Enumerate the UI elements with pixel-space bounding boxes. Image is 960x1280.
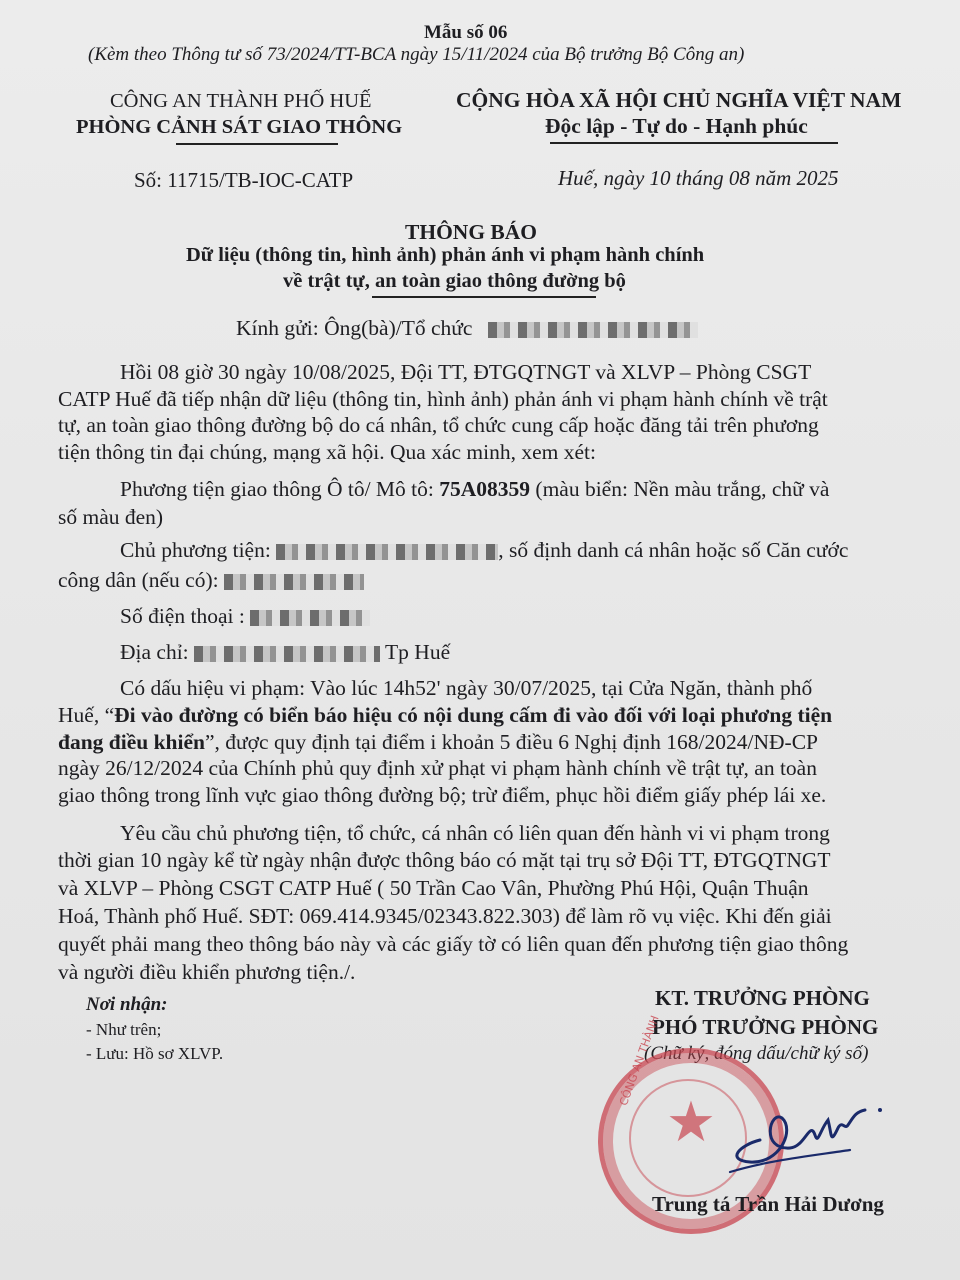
paragraph-1-line-1: Hồi 08 giờ 30 ngày 10/08/2025, Đội TT, ĐTGQTNGT và XLVP – Phòng CSGT	[120, 360, 812, 384]
agency-name: PHÒNG CẢNH SÁT GIAO THÔNG	[76, 116, 403, 138]
paragraph-1-line-3: tự, an toàn giao thông đường bộ do cá nhân, tổ chức cung cấp hoặc đăng tải trên phương	[58, 413, 819, 437]
recipient-item-2: - Lưu: Hồ sơ XLVP.	[86, 1044, 224, 1063]
phone-line	[120, 604, 370, 629]
request-line-6: và người điều khiển phương tiện./.	[58, 960, 356, 984]
redacted-address	[194, 646, 380, 662]
sign-title-1: KT. TRƯỞNG PHÒNG	[655, 986, 870, 1010]
redacted-recipient	[488, 322, 698, 338]
redacted-owner-name	[276, 544, 498, 560]
form-reference: (Kèm theo Thông tư số 73/2024/TT-BCA ngày 15/11/2024 của Bộ trưởng Bộ Công an)	[88, 44, 745, 65]
address-city: Tp Huế	[385, 640, 451, 664]
vehicle-line-2: số màu đen)	[58, 505, 164, 529]
address-line	[120, 640, 450, 665]
request-line-1: Yêu cầu chủ phương tiện, tổ chức, cá nhân có liên quan đến hành vi vi phạm trong	[120, 821, 830, 845]
license-plate: 75A08359	[439, 477, 531, 501]
address-label: Địa chỉ:	[120, 640, 189, 664]
star-icon: ★	[665, 1092, 717, 1154]
subtitle-underline	[372, 296, 596, 298]
vehicle-line	[120, 477, 829, 502]
request-line-2: thời gian 10 ngày kể từ ngày nhận được thông báo có mặt tại trụ sở Đội TT, ĐTGQTNGT	[58, 848, 831, 872]
paragraph-1-line-4: tiện thông tin đại chúng, mạng xã hội. Qua xác minh, xem xét:	[58, 440, 596, 464]
agency-underline	[176, 143, 338, 145]
recipient-line	[236, 316, 698, 341]
agency-parent: CÔNG AN THÀNH PHỐ HUẾ	[110, 90, 372, 112]
form-number: Mẫu số 06	[424, 22, 508, 43]
notice-subtitle-1: Dữ liệu (thông tin, hình ảnh) phản ánh vi phạm hành chính	[186, 244, 705, 266]
request-line-5: quyết phải mang theo thông báo này và các giấy tờ có liên quan đến phương tiện giao thông	[58, 932, 849, 956]
citizen-id-label: công dân (nếu có):	[58, 568, 219, 592]
phone-label: Số điện thoại :	[120, 604, 245, 628]
handwritten-signature	[720, 1090, 900, 1180]
violation-line-1: Có dấu hiệu vi phạm: Vào lúc 14h52' ngày 30/07/2025, tại Cửa Ngăn, thành phố	[120, 676, 813, 700]
national-motto: Độc lập - Tự do - Hạnh phúc	[545, 114, 808, 138]
violation-line-3	[58, 730, 818, 755]
sign-note: (Chữ ký, đóng dấu/chữ ký số)	[644, 1043, 869, 1064]
violation-regulation: ”, được quy định tại điểm i khoản 5 điều 6 Nghị định 168/2024/NĐ-CP	[204, 730, 819, 754]
violation-line-5: giao thông trong lĩnh vực giao thông đường bộ; trừ điểm, phục hồi điểm giấy phép lái xe.	[58, 783, 827, 807]
paragraph-1-line-2: CATP Huế đã tiếp nhận dữ liệu (thông tin, hình ảnh) phản ánh vi phạm hành chính về trật	[58, 387, 828, 411]
recipient-label: Kính gửi: Ông(bà)/Tổ chức	[236, 316, 473, 340]
country-name: CỘNG HÒA XÃ HỘI CHỦ NGHĨA VIỆT NAM	[456, 88, 902, 112]
citizen-id-line	[58, 568, 364, 593]
request-line-3: và XLVP – Phòng CSGT CATP Huế ( 50 Trần Cao Vân, Phường Phú Hội, Quận Thuận	[58, 876, 809, 900]
owner-line	[120, 538, 848, 563]
recipients-title: Nơi nhận:	[86, 994, 168, 1015]
document-number: Số: 11715/TB-IOC-CATP	[134, 168, 354, 192]
seal-text: CÔNG AN THÀNH	[617, 1013, 662, 1108]
notice-title: THÔNG BÁO	[405, 220, 538, 244]
signer-name: Trung tá Trần Hải Dương	[652, 1192, 884, 1216]
owner-label: Chủ phương tiện:	[120, 538, 271, 562]
motto-underline	[550, 142, 838, 144]
violation-line-2	[58, 703, 832, 728]
owner-id-note: , số định danh cá nhân hoặc số Căn cước	[498, 538, 849, 562]
redacted-citizen-id	[224, 574, 364, 590]
violation-description-end: đang điều khiển	[58, 730, 205, 754]
notice-subtitle-2: về trật tự, an toàn giao thông đường bộ	[283, 270, 626, 292]
plate-color-note: (màu biển: Nền màu trắng, chữ và	[530, 477, 830, 501]
vehicle-label: Phương tiện giao thông Ô tô/ Mô tô:	[120, 477, 440, 501]
sign-title-2: PHÓ TRƯỞNG PHÒNG	[652, 1015, 879, 1039]
violation-location-end: Huế, “	[58, 703, 115, 727]
violation-line-4: ngày 26/12/2024 của Chính phủ quy định xử phạt vi phạm hành chính về trật tự, an toàn	[58, 756, 817, 780]
redacted-phone	[250, 610, 370, 626]
place-date: Huế, ngày 10 tháng 08 năm 2025	[558, 166, 839, 190]
request-line-4: Hoá, Thành phố Huế. SĐT: 069.414.9345/02343.822.303) để làm rõ vụ việc. Khi đến giải	[58, 904, 832, 928]
violation-description: Đi vào đường có biển báo hiệu có nội dung cấm đi vào đối với loại phương tiện	[114, 703, 833, 727]
recipient-item-1: - Như trên;	[86, 1020, 162, 1039]
